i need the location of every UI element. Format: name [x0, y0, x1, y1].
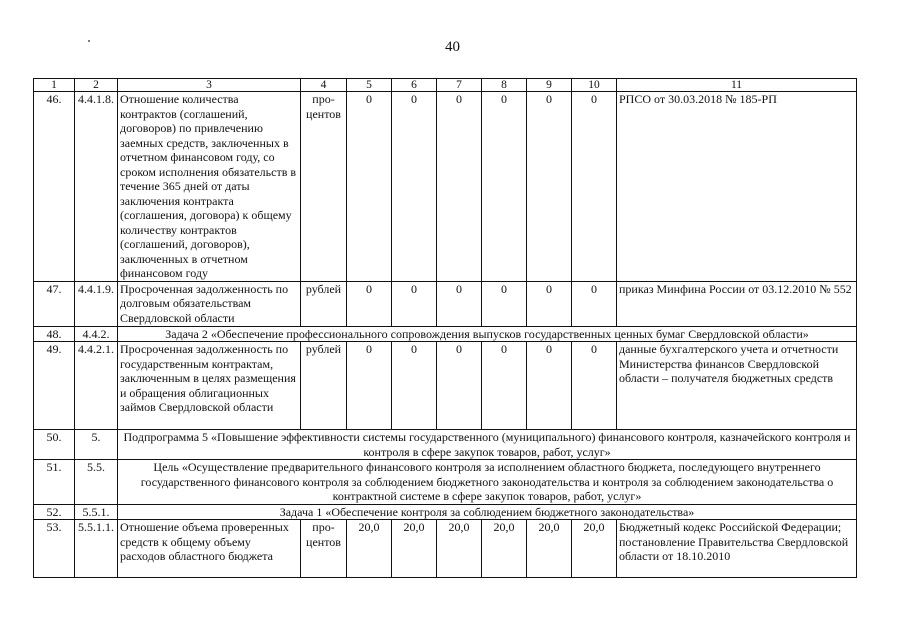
source-document: данные бухгалтерского учета и отчетности Министерства финансов Свердловской области – получателя бюджетных средств	[617, 342, 857, 430]
indicator-name: Отношение количества контрактов (соглашений, договоров) по привлечению заемных средств, заключенных в отчетном финансовом году, со сроком исполнения обязательств в течение 365 дней от даты заключения контракта (соглашения, договора) к общему количеству контрактов (соглашений, договоров), заключенных в отчетном финансовом году	[118, 92, 301, 282]
value-cell: 0	[572, 92, 617, 282]
value-cell: 0	[527, 281, 572, 326]
value-cell: 20,0	[437, 520, 482, 578]
row-number: 46.	[34, 92, 75, 282]
table-row	[34, 326, 857, 342]
header-cell: 9	[527, 79, 572, 92]
section-title: Задача 2 «Обеспечение профессионального сопровождения выпусков государственных ценных бумаг Свердловской области»	[118, 326, 857, 342]
header-cell: 5	[347, 79, 392, 92]
value-cell: 20,0	[392, 520, 437, 578]
header-cell: 6	[392, 79, 437, 92]
row-code: 4.4.2.1.	[75, 342, 118, 430]
header-cell: 4	[301, 79, 347, 92]
indicator-name: Отношение объема проверенных средств к общему объему расходов областного бюджета	[118, 520, 301, 578]
value-cell: 0	[437, 281, 482, 326]
header-cell: 7	[437, 79, 482, 92]
row-number: 53.	[34, 520, 75, 578]
section-title: Задача 1 «Обеспечение контроля за соблюдением бюджетного законодательства»	[118, 504, 857, 520]
row-number: 48.	[34, 326, 75, 342]
value-cell: 0	[392, 281, 437, 326]
unit: про-центов	[301, 520, 347, 578]
value-cell: 0	[392, 342, 437, 430]
row-number: 51.	[34, 460, 75, 505]
header-cell: 8	[482, 79, 527, 92]
unit: про-центов	[301, 92, 347, 282]
value-cell: 0	[347, 342, 392, 430]
source-document: Бюджетный кодекс Российской Федерации; постановление Правительства Свердловской области от 18.10.2010	[617, 520, 857, 578]
value-cell: 20,0	[572, 520, 617, 578]
table-row	[34, 430, 857, 460]
header-cell: 11	[617, 79, 857, 92]
row-code: 5.5.1.1.	[75, 520, 118, 578]
indicators-table	[33, 78, 857, 578]
value-cell: 0	[392, 92, 437, 282]
header-cell: 2	[75, 79, 118, 92]
source-document: РПСО от 30.03.2018 № 185-РП	[617, 92, 857, 282]
header-cell: 3	[118, 79, 301, 92]
table-row	[34, 92, 857, 282]
row-number: 49.	[34, 342, 75, 430]
table-row	[34, 281, 857, 326]
row-code: 5.5.	[75, 460, 118, 505]
value-cell: 0	[347, 92, 392, 282]
indicator-name: Просроченная задолженность по долговым обязательствам Свердловской области	[118, 281, 301, 326]
section-title: Цель «Осуществление предварительного финансового контроля за исполнением областного бюджета, последующего внутреннего государственного финансового контроля за соблюдением бюджетного законодательства и контроля за соблюдением законодательства о контрактной системе в сфере закупок товаров, работ, услуг»	[118, 460, 857, 505]
table-row	[34, 520, 857, 578]
row-code: 4.4.2.	[75, 326, 118, 342]
source-document: приказ Минфина России от 03.12.2010 № 552	[617, 281, 857, 326]
value-cell: 0	[482, 342, 527, 430]
value-cell: 20,0	[347, 520, 392, 578]
value-cell: 20,0	[527, 520, 572, 578]
row-code: 4.4.1.9.	[75, 281, 118, 326]
row-code: 5.	[75, 430, 118, 460]
value-cell: 0	[437, 92, 482, 282]
table-row	[34, 460, 857, 505]
unit: рублей	[301, 281, 347, 326]
scan-speck	[88, 40, 90, 42]
section-title: Подпрограмма 5 «Повышение эффективности системы государственного (муниципального) финансового контроля, казначейского контроля и контроля в сфере закупок товаров, работ, услуг»	[118, 430, 857, 460]
indicator-name: Просроченная задолженность по государственным контрактам, заключенным в целях размещения и обращения облигационных займов Свердловской области	[118, 342, 301, 430]
row-number: 52.	[34, 504, 75, 520]
header-row	[34, 79, 857, 92]
header-cell: 10	[572, 79, 617, 92]
page-number: 40	[445, 39, 460, 55]
value-cell: 0	[482, 92, 527, 282]
row-number: 47.	[34, 281, 75, 326]
row-code: 4.4.1.8.	[75, 92, 118, 282]
row-code: 5.5.1.	[75, 504, 118, 520]
table-row	[34, 504, 857, 520]
value-cell: 0	[482, 281, 527, 326]
value-cell: 0	[347, 281, 392, 326]
table-row	[34, 342, 857, 430]
value-cell: 0	[572, 281, 617, 326]
row-number: 50.	[34, 430, 75, 460]
value-cell: 0	[437, 342, 482, 430]
value-cell: 0	[527, 342, 572, 430]
unit: рублей	[301, 342, 347, 430]
header-cell: 1	[34, 79, 75, 92]
value-cell: 20,0	[482, 520, 527, 578]
value-cell: 0	[527, 92, 572, 282]
value-cell: 0	[572, 342, 617, 430]
